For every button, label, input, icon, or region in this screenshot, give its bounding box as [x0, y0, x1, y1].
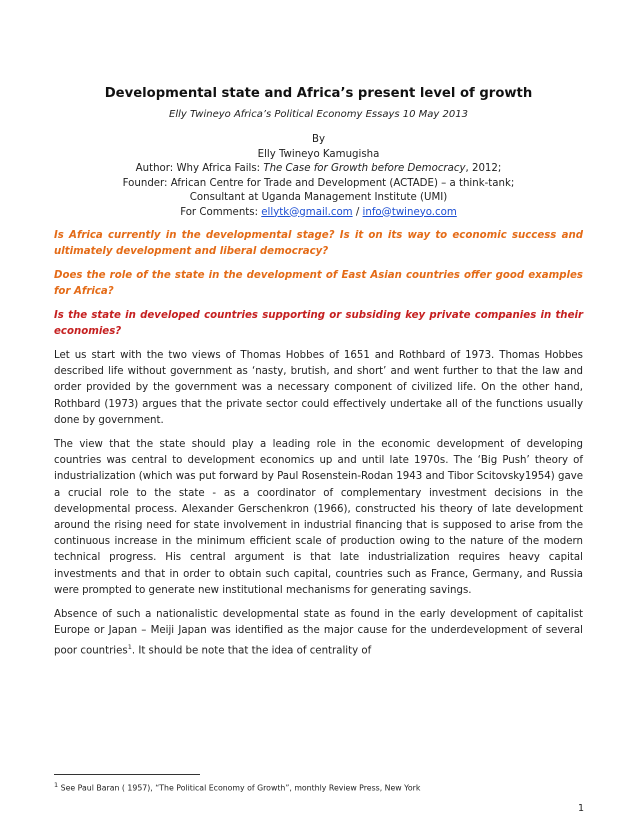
footnote-number: 1	[54, 781, 59, 789]
paragraph-hobbes-rothbard: Let us start with the two views of Thomas Hobbes of 1651 and Rothbard of 1973. Thomas Hobbes described life without government as ‘nasty, brutish, and short’ and went further to that the law and order provided by the government was a necessary component of civilized life. On the other hand, Rothbard (1973) argues that the private sector could effectively undertake all of the functions usually done by government.	[54, 350, 583, 426]
byline-block	[54, 133, 583, 220]
comments-prefix: For Comments:	[180, 206, 262, 218]
question-2: Does the role of the state in the development of East Asian countries offer good examples for Africa?	[54, 270, 583, 297]
page-number: 1	[577, 803, 584, 814]
paragraph-text-continued: . It should be note that the idea of centrality of	[131, 645, 372, 657]
document-subtitle: Elly Twineyo Africa’s Political Economy Essays 10 May 2013	[169, 109, 468, 120]
comments-line	[54, 206, 583, 221]
document-title: Developmental state and Africa’s present level of growth	[104, 86, 533, 101]
email-separator: /	[352, 206, 363, 218]
page-content	[54, 86, 583, 668]
footnote-reference[interactable]: 1	[127, 643, 132, 652]
email-link-1[interactable]: ellytk@gmail.com	[261, 206, 353, 218]
author-line-suffix: , 2012;	[465, 163, 502, 174]
email-link-2[interactable]: info@twineyo.com	[362, 206, 457, 218]
footnote-divider	[54, 774, 200, 775]
author-line	[54, 162, 583, 177]
paragraph-text: Absence of such a nationalistic developmental state as found in the early development of capitalist Europe or Japan – Meiji Japan was identified as the major cause for the underdevelopment of several poor countries	[54, 609, 583, 657]
author-name: Elly Twineyo Kamugisha	[257, 148, 380, 160]
footnote-text: See Paul Baran ( 1957), “The Political Economy of Growth”, monthly Review Press, New York	[58, 783, 421, 793]
question-1: Is Africa currently in the developmental stage? Is it on its way to economic success and ultimately development and liberal democracy?	[54, 230, 583, 257]
question-3: Is the state in developed countries supporting or subsiding key private companies in their economies?	[54, 310, 583, 337]
founder-line: Founder: African Centre for Trade and Development (ACTADE) – a think-tank;	[122, 177, 515, 189]
consultant-line: Consultant at Uganda Management Institute (UMI)	[189, 192, 448, 203]
footnote	[54, 780, 583, 794]
byline-by: By	[311, 134, 326, 145]
paragraph-big-push: The view that the state should play a leading role in the economic development of developing countries was central to development economics up and until late 1970s. The ‘Big Push’ theory of industrialization (which was put forward by Paul Rosenstein-Rodan 1943 and Tibor Scitovsky1954) gave a crucial role to the state - as a coordinator of complementary investment decisions in the developmental process. Alexander Gerschenkron (1966), constructed his theory of late development around the rising need for state involvement in industrial financing that is supposed to arise from the continuous increase in the minimum efficient scale of production owing to the nature of the modern technical progress. His central argument is that late industrialization requires heavy capital investments and that in order to obtain such capital, countries such as France, Germany, and Russia were prompted to generate new institutional mechanisms for generating savings.	[54, 439, 583, 596]
paragraph-developmental-state	[54, 607, 583, 660]
author-book-title: The Case for Growth before Democracy	[263, 163, 466, 174]
author-line-prefix: Author: Why Africa Fails:	[135, 163, 264, 174]
